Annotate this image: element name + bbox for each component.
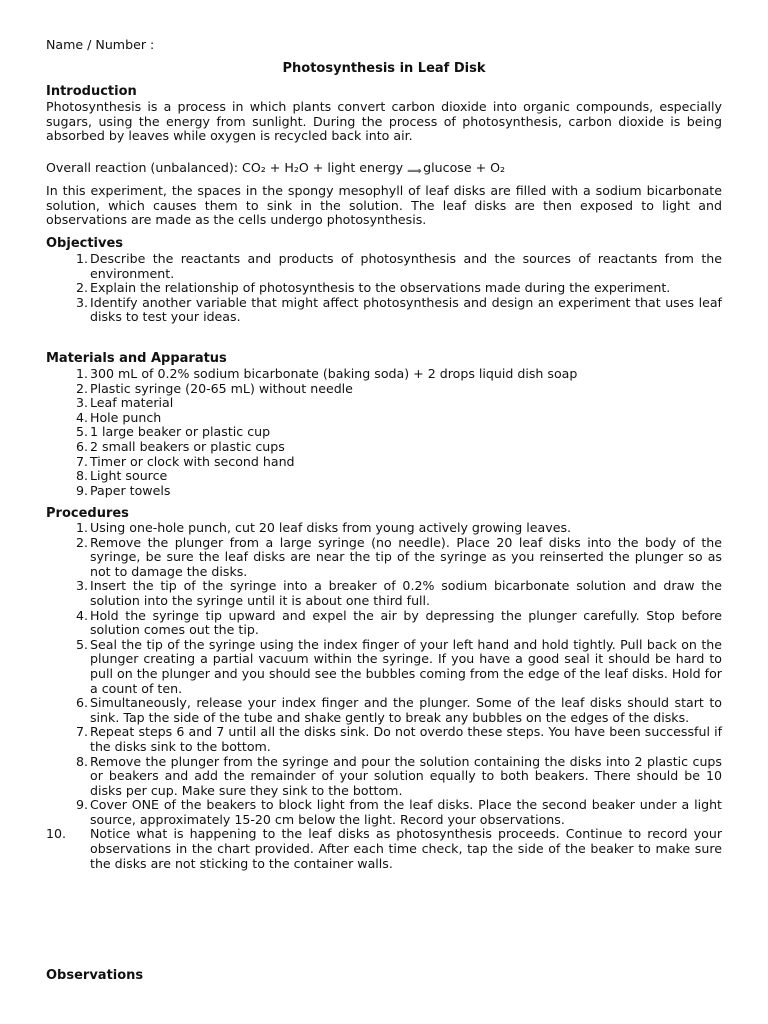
materials-heading: Materials and Apparatus [46,351,227,366]
experiment-paragraph [46,184,722,228]
list-item: 5 . Seal the tip of the syringe using the index finger of your left hand and hold tightly. Pull back on the plunger creating a partial vacuum within the syringe. If you have a good seal it should be hard to pull on the plunger and you should see the bubbles coming from the edge of the leaf disks. Hold for a count of ten. [46,638,722,696]
list-item: 9 . Paper towels [46,484,722,499]
list-item: 1 . 300 mL of 0.2% sodium bicarbonate (baking soda) + 2 drops liquid dish soap [46,367,722,382]
list-item: 10 . Notice what is happening to the leaf disks as photosynthesis proceeds. Continue to record your observations in the chart provided. After each time check, tap the side of the beaker to make sure the disks are not sticking to the container walls. [46,827,722,871]
list-item: 4 . Hole punch [46,411,722,426]
objectives-list [46,252,722,325]
list-item: 9 . Cover ONE of the beakers to block light from the leaf disks. Place the second beaker under a light source, approximately 15-20 cm below the light. Record your observations. [46,798,722,827]
list-item: 2 . Explain the relationship of photosynthesis to the observations made during the experiment. [46,281,722,296]
procedures-heading: Procedures [46,506,129,521]
observations-heading: Observations [46,968,144,983]
list-item: 1 . Describe the reactants and products of photosynthesis and the sources of reactants from the environment. [46,252,722,281]
objectives-heading: Objectives [46,236,124,251]
list-item: 7 . Timer or clock with second hand [46,455,722,470]
materials-list [46,367,722,498]
list-item: 8 . Remove the plunger from the syringe and pour the solution containing the disks into 2 plastic cups or beakers and add the remainder of your solution equally to both beakers. There should be 10 disks per cup. Make sure they sink to the bottom. [46,755,722,799]
list-item: 8 . Light source [46,469,722,484]
list-item: 1 . Using one-hole punch, cut 20 leaf disks from young actively growing leaves. [46,521,722,536]
list-item: 6 . 2 small beakers or plastic cups [46,440,722,455]
list-item: 3 . Identify another variable that might affect photosynthesis and design an experiment that uses leaf disks to test your ideas. [46,296,722,325]
list-item: 6 . Simultaneously, release your index finger and the plunger. Some of the leaf disks should start to sink. Tap the side of the tube and shake gently to break any bubbles on the edges of the disks. [46,696,722,725]
introduction-heading: Introduction [46,84,137,99]
list-item: 2 . Plastic syringe (20-65 mL) without needle [46,382,722,397]
experiment-text: In this experiment, the spaces in the spongy mesophyll of leaf disks are filled with a sodium bicarbonate solution, which causes them to sink in the solution. The leaf disks are then exposed to light and observations are made as the cells undergo photosynthesis. [46,183,722,228]
introduction-text: Photosynthesis is a process in which plants convert carbon dioxide into organic compounds, especially sugars, using the energy from sunlight. During the process of photosynthesis, carbon dioxide is being absorbed by leaves while oxygen is recycled back into air. [46,99,722,144]
overall-reaction [46,161,505,180]
introduction-paragraph [46,100,722,144]
list-item: 7 . Repeat steps 6 and 7 until all the disks sink. Do not overdo these steps. You have been successful if the disks sink to the bottom. [46,725,722,754]
reaction-reactants: Overall reaction (unbalanced): CO₂ + H₂O + light energy [46,160,404,175]
list-item: 2 . Remove the plunger from a large syringe (no needle). Place 20 leaf disks into the body of the syringe, be sure the leaf disks are near the tip of the syringe as you reinserted the plunger so as not to damage the disks. [46,536,722,580]
list-item: 4 . Hold the syringe tip upward and expel the air by depressing the plunger carefully. Stop before solution comes out the tip. [46,609,722,638]
list-item: 3 . Leaf material [46,396,722,411]
list-item: 5 . 1 large beaker or plastic cup [46,425,722,440]
reaction-arrow-icon: ⟹ [407,166,422,177]
reaction-products: glucose + O₂ [423,160,506,175]
procedures-list [46,521,722,871]
name-number-label: Name / Number : [46,37,155,52]
list-item: 3 . Insert the tip of the syringe into a breaker of 0.2% sodium bicarbonate solution and draw the solution into the syringe until it is about one third full. [46,579,722,608]
document-title: Photosynthesis in Leaf Disk [282,61,486,76]
